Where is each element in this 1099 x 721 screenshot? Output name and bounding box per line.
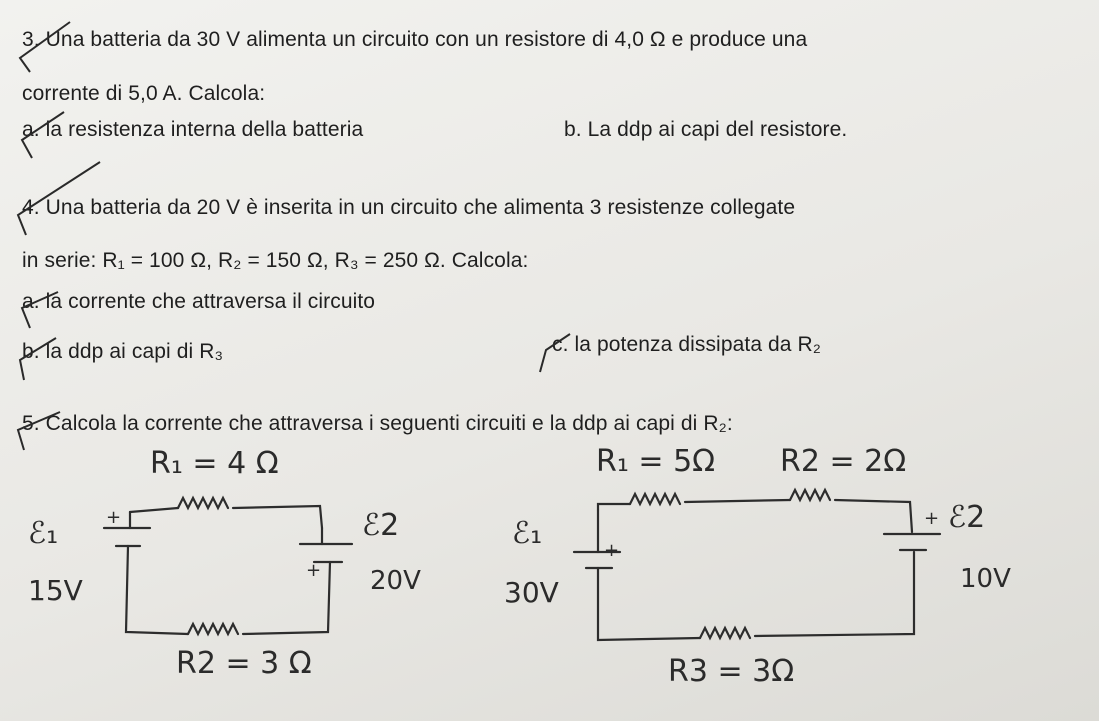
resistor-r2-right: [790, 490, 830, 500]
p4-item-c: c. la potenza dissipata da R₂: [552, 333, 822, 356]
left-plus-e1: +: [106, 507, 122, 528]
p4-number: 4.: [22, 196, 40, 219]
left-emf2-value: 20V: [370, 566, 421, 596]
resistor-r1-right: [630, 494, 680, 504]
battery-e2-right: [884, 534, 940, 550]
p4-item-a: a. la corrente che attraversa il circuito: [22, 290, 376, 313]
p3-intro-line1: Una batteria da 30 V alimenta un circuito con un resistore di 4,0 Ω e produce una: [45, 28, 808, 51]
resistor-r3-right: [700, 628, 750, 638]
right-r1-label: R₁ = 5Ω: [596, 444, 716, 479]
p3-item-a: a. la resistenza interna della batteria: [22, 118, 364, 141]
left-r2-label: R2 = 3 Ω: [176, 646, 312, 681]
p3-item-b: b. La ddp ai capi del resistore.: [564, 118, 848, 141]
p4-intro-line2: in serie: R₁ = 100 Ω, R₂ = 150 Ω, R₃ = 250 Ω. Calcola:: [22, 249, 529, 272]
right-emf2-label: ℰ2: [948, 500, 986, 535]
left-emf1-value: 15V: [28, 574, 83, 607]
right-r2-label: R2 = 2Ω: [780, 444, 907, 479]
right-plus-e1: +: [604, 540, 620, 561]
p3-number: 3.: [22, 28, 40, 51]
left-r1-label: R₁ = 4 Ω: [150, 446, 279, 481]
p5-intro: Calcola la corrente che attraversa i seguenti circuiti e la ddp ai capi di R₂:: [45, 412, 733, 435]
right-plus-e2: +: [924, 508, 940, 529]
left-emf1-label: ℰ₁: [28, 516, 59, 551]
p5-number: 5.: [22, 412, 40, 435]
p4-intro-line1: Una batteria da 20 V è inserita in un circuito che alimenta 3 resistenze collegate: [45, 196, 796, 219]
p3-intro-line2: corrente di 5,0 A. Calcola:: [22, 82, 266, 105]
right-r3-label: R3 = 3Ω: [668, 654, 795, 689]
left-plus-e2: +: [306, 560, 322, 581]
left-emf2-label: ℰ2: [362, 508, 400, 543]
right-emf2-value: 10V: [960, 564, 1011, 594]
p4-item-b: b. la ddp ai capi di R₃: [22, 340, 224, 363]
right-emf1-label: ℰ₁: [512, 516, 543, 551]
right-emf1-value: 30V: [504, 576, 559, 609]
